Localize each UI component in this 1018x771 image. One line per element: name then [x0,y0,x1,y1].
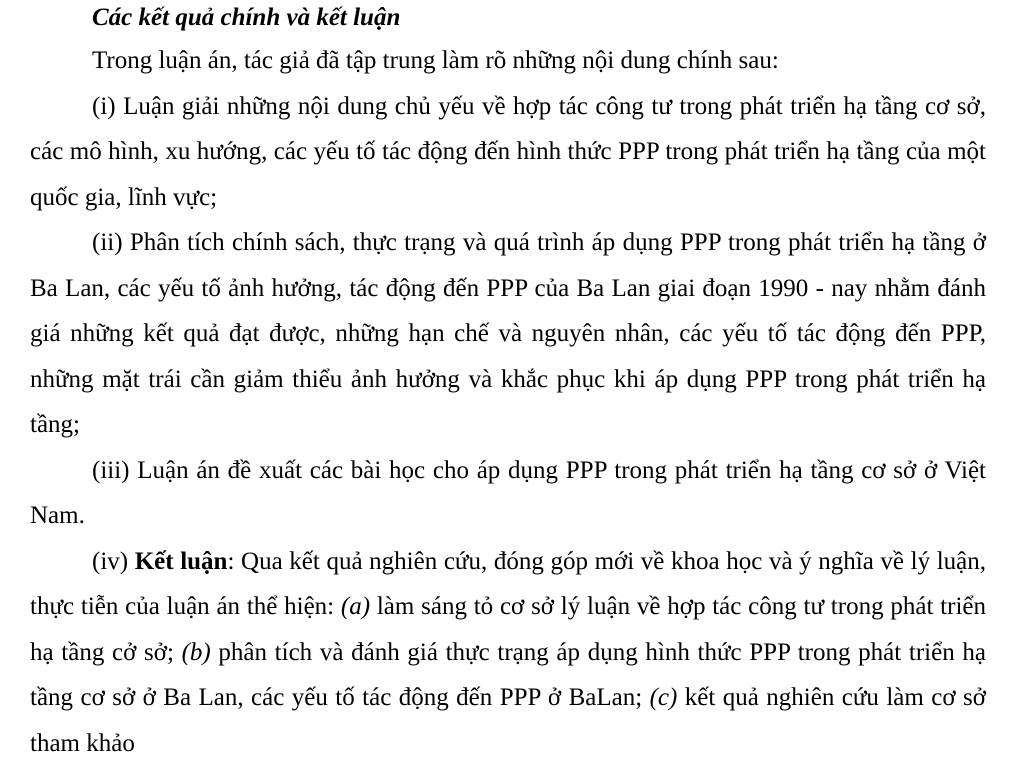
item-iii-paragraph: (iii) Luận án đề xuất các bài học cho áp dụng PPP trong phát triển hạ tầng cơ sở ở Việt Nam. [30,456,986,529]
marker-a: (a) [340,593,371,620]
document-page [30,0,986,766]
item-i-paragraph: (i) Luận giải những nội dung chủ yếu về hợp tác công tư trong phát triển hạ tầng cơ sở, các mô hình, xu hướng, các yếu tố tác động đến hình thức PPP trong phát triển hạ tầng của một quốc gia, lĩnh vực; [30,92,986,211]
conclusion-paragraph [30,539,986,767]
marker-c: (c) [649,684,678,711]
marker-b: (b) [181,638,211,666]
point-a-text: làm sáng tỏ cơ sở lý luận về hợp tác công tư trong phát triển hạ tầng cở sở; [30,593,986,666]
conclusion-prefix: (iv) [92,547,135,575]
conclusion-intro-text: : Qua kết quả nghiên cứu, đóng góp mới về khoa học và ý nghĩa về lý luận, thực tiễn của luận án thể hiện: [30,547,986,620]
section-heading: Các kết quả chính và kết luận [92,4,401,31]
point-b-text: phân tích và đánh giá thực trạng áp dụng hình thức PPP trong phát triển hạ tầng cơ sở ở Ba Lan, các yếu tố tác động đến PPP ở BaLan; [30,638,986,711]
item-ii-paragraph: (ii) Phân tích chính sách, thực trạng và quá trình áp dụng PPP trong phát triển hạ tầng ở Ba Lan, các yếu tố ảnh hưởng, tác động đến PPP của Ba Lan giai đoạn 1990 - nay nhằm đánh giá những kết quả đạt được, những hạn chế và nguyên nhân, các yếu tố tác động đến PPP, những mặt trái cần giảm thiểu ảnh hưởng và khắc phục khi áp dụng PPP trong phát triển hạ tầng; [30,229,986,438]
conclusion-label: Kết luận [134,547,228,575]
point-c-text: kết quả nghiên cứu làm cơ sở tham khảo [30,684,986,757]
intro-paragraph: Trong luận án, tác giả đã tập trung làm rõ những nội dung chính sau: [92,47,779,74]
